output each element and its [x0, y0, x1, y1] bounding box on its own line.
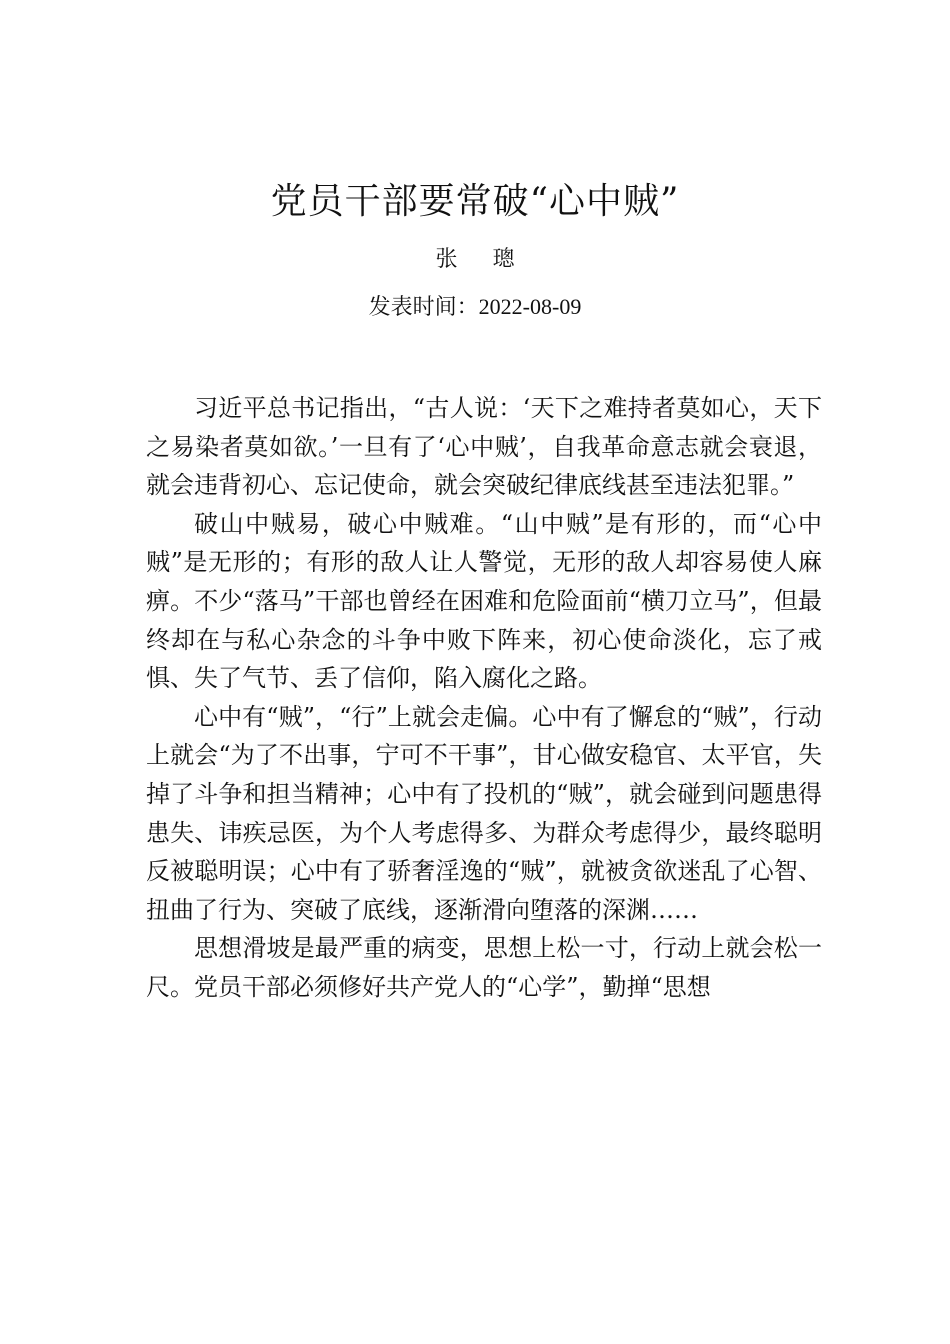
article-author: 张 璁	[435, 247, 529, 272]
publish-date-value: 2022-08-09	[478, 294, 582, 319]
paragraph-4: 思想滑坡是最严重的病变，思想上松一寸，行动上就会松一尺。党员干部必须修好共产党人的“心学”，勤掸“思想	[146, 934, 822, 1001]
publish-date-label: 发表时间：	[368, 295, 479, 320]
publish-date	[0, 290, 950, 325]
paragraph-2: 破山中贼易，破心中贼难。“山中贼”是有形的，而“心中贼”是无形的；有形的敌人让人警觉，无形的敌人却容易使人麻痹。不少“落马”干部也曾经在困难和危险面前“横刀立马”，但最终却在与私心杂念的斗争中败下阵来，初心使命淡化，忘了戒惧、失了气节、丢了信仰，陷入腐化之路。	[146, 509, 822, 693]
paragraph-3: 心中有“贼”，“行”上就会走偏。心中有了懈怠的“贼”，行动上就会“为了不出事，宁可不干事”，甘心做安稳官、太平官，失掉了斗争和担当精神；心中有了投机的“贼”，就会碰到问题患得患失、讳疾忌医，为个人考虑得多、为群众考虑得少，最终聪明反被聪明误；心中有了骄奢淫逸的“贼”，就被贪欲迷乱了心智、扭曲了行为、突破了底线，逐渐滑向堕落的深渊……	[146, 702, 822, 924]
paragraph-1: 习近平总书记指出，“古人说：‘天下之难持者莫如心，天下之易染者莫如欲。’一旦有了‘心中贼’，自我革命意志就会衰退，就会违背初心、忘记使命，就会突破纪律底线甚至违法犯罪。”	[146, 394, 822, 500]
article-body	[146, 389, 822, 1007]
article-title: 党员干部要常破“心中贼”	[270, 181, 680, 222]
